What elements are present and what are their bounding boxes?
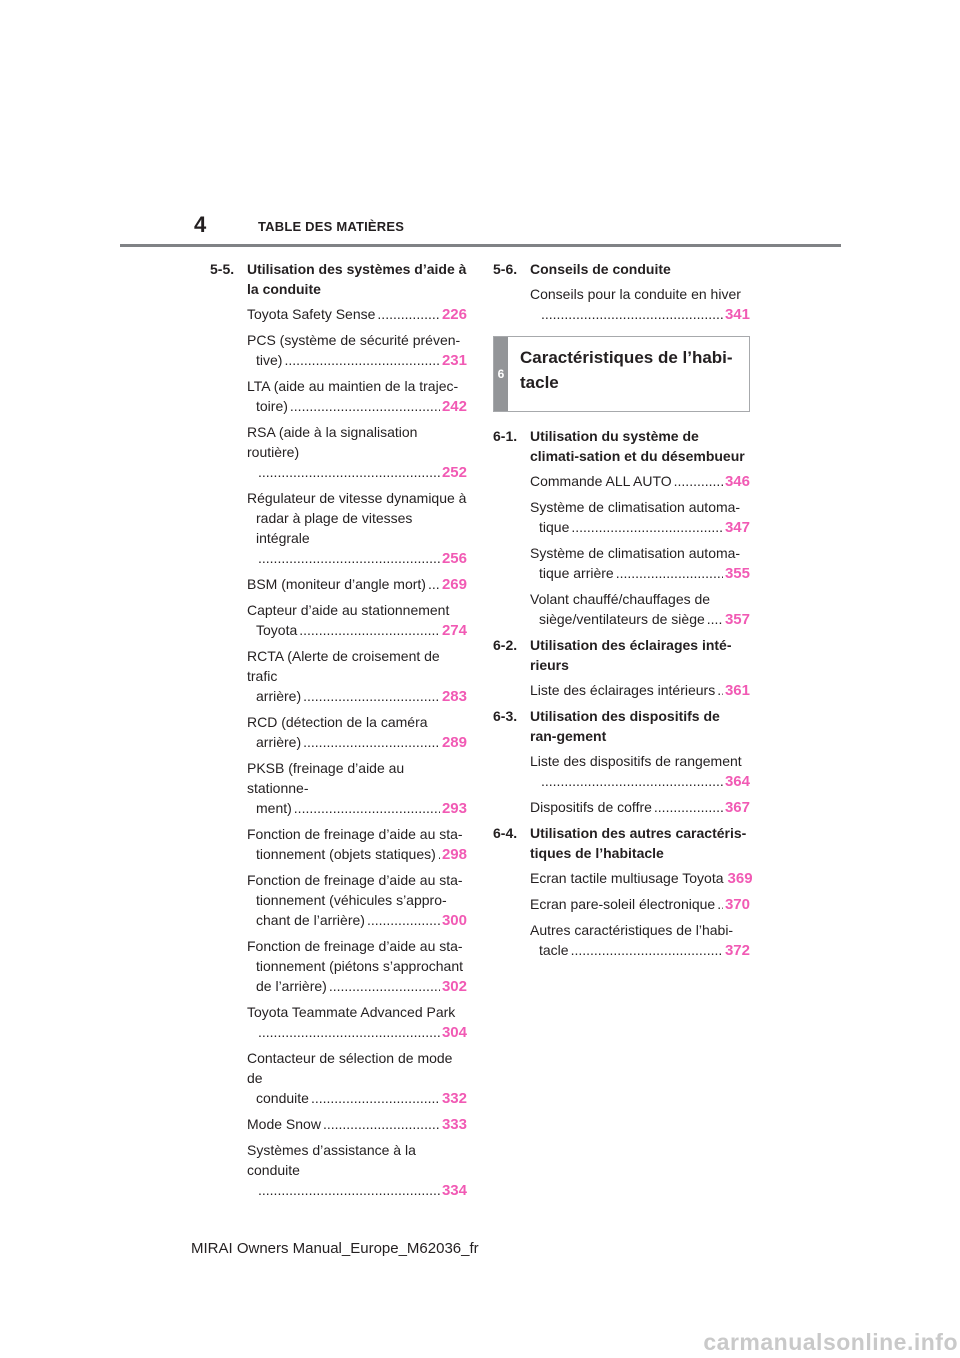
section-heading-6-4 [493, 823, 750, 863]
toc-entry-text: siège/ventilateurs de siège [539, 611, 705, 627]
toc-entry-text: Fonction de freinage d’aide au sta- [247, 938, 463, 954]
toc-entry[interactable] [530, 497, 750, 538]
section-title: Utilisation des éclairages inté-rieurs [530, 637, 732, 673]
chapter-header [493, 336, 750, 412]
page-link[interactable]: 274 [441, 622, 467, 639]
dot-leader [428, 574, 440, 594]
toc-entry[interactable] [247, 1048, 467, 1109]
dot-leader [258, 548, 440, 568]
toc-entry-text: Liste des éclairages intérieurs [530, 682, 716, 698]
toc-entry[interactable] [530, 894, 750, 915]
toc-entry-text: Commande ALL AUTO [530, 473, 672, 489]
dot-leader [367, 910, 440, 930]
toc-entry-text: RCD (détection de la caméra [247, 714, 428, 730]
toc-entry[interactable] [530, 471, 750, 492]
toc-entry-text: Toyota [256, 622, 298, 638]
toc-entry-text: Ecran pare-soleil électronique [530, 896, 716, 912]
section-title: Utilisation des autres caractéris-tiques de l’habitacle [530, 825, 747, 861]
page-link[interactable]: 347 [724, 519, 750, 536]
toc-entry-text: tionnement (véhicules s’appro- [256, 892, 447, 908]
dot-leader [258, 1180, 440, 1200]
footer-text: MIRAI Owners Manual_Europe_M62036_fr [191, 1240, 479, 1257]
toc-entry-text: Système de climatisation automa- [530, 499, 741, 515]
page-link[interactable]: 361 [724, 682, 750, 699]
toc-entry[interactable] [247, 330, 467, 371]
toc-entry[interactable] [530, 680, 750, 701]
toc-entry[interactable] [530, 543, 750, 584]
toc-entries-5-5 [210, 304, 467, 1201]
toc-entry[interactable] [247, 936, 467, 997]
section-title: Utilisation des systèmes d’aide à la conduite [247, 261, 467, 297]
page-link[interactable]: 256 [441, 550, 467, 567]
toc-entry-text: arrière) [256, 734, 302, 750]
toc-entry-text: tique arrière [539, 565, 614, 581]
section-heading-6-2 [493, 635, 750, 675]
toc-entries [493, 751, 750, 818]
toc-entry-text: ment) [256, 800, 292, 816]
section-number: 6-2. [493, 637, 518, 653]
toc-entry-text: conduite [256, 1090, 309, 1106]
dot-leader [303, 686, 440, 706]
chapter-6-sections [493, 426, 753, 961]
toc-entry-text: arrière) [256, 688, 302, 704]
dot-leader [717, 680, 723, 700]
page-link[interactable]: 298 [441, 846, 467, 863]
toc-entry-text: Dispositifs de coffre [530, 799, 652, 815]
page-link[interactable]: 252 [441, 464, 467, 481]
section-number: 5-5. [210, 261, 235, 277]
header-rule [120, 244, 841, 247]
page-link[interactable]: 341 [724, 306, 750, 323]
toc-entry[interactable] [247, 870, 467, 931]
toc-entry-text: Conseils pour la conduite en hiver [530, 286, 741, 302]
toc-entry-text: chant de l’arrière) [256, 912, 365, 928]
toc-entries-5-6 [493, 284, 750, 325]
page-link[interactable]: 369 [727, 870, 753, 887]
section-number: 6-4. [493, 825, 518, 841]
toc-entry-text: Contacteur de sélection de mode de [247, 1050, 453, 1086]
dot-leader [294, 798, 440, 818]
section-title: Conseils de conduite [530, 261, 671, 277]
toc-entries [493, 868, 753, 961]
toc-entry-text: RSA (aide à la signalisation routière) [247, 424, 418, 460]
page-link[interactable]: 242 [441, 398, 467, 415]
toc-entry[interactable] [530, 751, 750, 792]
dot-leader [571, 940, 723, 960]
toc-entry[interactable] [247, 422, 467, 483]
page-link[interactable]: 367 [724, 799, 750, 816]
dot-leader [674, 471, 723, 491]
section-heading-6-1 [493, 426, 750, 466]
toc-entry[interactable] [247, 376, 467, 417]
dot-leader [377, 304, 440, 324]
page-link[interactable]: 355 [724, 565, 750, 582]
toc-entry-text: Toyota Safety Sense [247, 306, 376, 322]
chapter-title: Caractéristiques de l’habi-tacle [520, 348, 733, 392]
dot-leader [654, 797, 723, 817]
toc-entry[interactable] [530, 920, 750, 961]
section-number: 6-1. [493, 428, 518, 444]
toc-entry-text: Liste des dispositifs de rangement [530, 753, 742, 769]
dot-leader [311, 1088, 440, 1108]
section-heading-5-5 [210, 259, 467, 299]
page-link[interactable]: 332 [441, 1090, 467, 1107]
toc-entry-text: toire) [256, 398, 288, 414]
section-number: 6-3. [493, 708, 518, 724]
dot-leader [258, 1022, 440, 1042]
page-link[interactable]: 226 [441, 306, 467, 323]
dot-leader [541, 304, 723, 324]
dot-leader [707, 609, 723, 629]
page-link[interactable]: 231 [441, 352, 467, 369]
section-title: Utilisation du système de climati-sation et du désembueur [530, 428, 745, 464]
section-title: Utilisation des dispositifs de ran-gement [530, 708, 720, 744]
page-link[interactable]: 372 [724, 942, 750, 959]
toc-entry-text: Systèmes d’assistance à la conduite [247, 1142, 416, 1178]
toc-entry-text: Ecran tactile multiusage Toyota [530, 870, 724, 886]
toc-left-column [210, 254, 467, 1206]
page-link[interactable]: 333 [441, 1116, 467, 1133]
toc-entry-text: Fonction de freinage d’aide au sta- [247, 872, 463, 888]
toc-entry-text: Régulateur de vitesse dynamique à [247, 490, 467, 506]
dot-leader [258, 462, 440, 482]
dot-leader [284, 350, 440, 370]
dot-leader [299, 620, 440, 640]
toc-entry-text: tive) [256, 352, 283, 368]
page-number: 4 [194, 212, 207, 237]
toc-entry[interactable] [247, 1140, 467, 1201]
dot-leader [438, 844, 440, 864]
toc-entry-text: de l’arrière) [256, 978, 327, 994]
watermark: carmanualsonline.info [703, 1329, 958, 1355]
toc-entry[interactable] [247, 712, 467, 753]
toc-entry[interactable] [247, 824, 467, 865]
page-link[interactable]: 293 [441, 800, 467, 817]
page-link[interactable]: 300 [441, 912, 467, 929]
page-link[interactable]: 334 [441, 1182, 467, 1199]
toc-entry[interactable] [247, 646, 467, 707]
dot-leader [616, 563, 723, 583]
toc-entry-text: LTA (aide au maintien de la trajec- [247, 378, 459, 394]
page-link[interactable]: 346 [724, 473, 750, 490]
dot-leader [323, 1114, 440, 1134]
toc-entry[interactable] [247, 1114, 467, 1135]
page-link[interactable]: 269 [441, 576, 467, 593]
toc-entry[interactable] [530, 868, 753, 889]
toc-right-column [493, 254, 753, 966]
toc-entry-text: radar à plage de vitesses intégrale [256, 510, 413, 546]
toc-entry-text: Capteur d’aide au stationnement [247, 602, 450, 618]
dot-leader [329, 976, 440, 996]
toc-entry-text: Volant chauffé/chauffages de [530, 591, 711, 607]
toc-entry[interactable] [247, 600, 467, 641]
dot-leader [571, 517, 723, 537]
toc-entry-text: RCTA (Alerte de croisement de trafic [247, 648, 440, 684]
toc-entry[interactable] [530, 284, 750, 325]
page-link[interactable]: 364 [724, 773, 750, 790]
dot-leader [541, 771, 723, 791]
toc-entries [493, 471, 750, 630]
toc-entry-text: PKSB (freinage d’aide au stationne- [247, 760, 405, 796]
toc-entry-text: tionnement (piétons s’approchant [256, 958, 464, 974]
toc-entry[interactable] [247, 304, 467, 325]
toc-entry-text: Toyota Teammate Advanced Park [247, 1004, 456, 1020]
header-title: TABLE DES MATIÈRES [258, 219, 405, 234]
page-link[interactable]: 357 [724, 611, 750, 628]
page-link[interactable]: 283 [441, 688, 467, 705]
toc-entry[interactable] [247, 758, 467, 819]
toc-entry-text: tacle [539, 942, 569, 958]
section-heading-5-6 [493, 259, 750, 279]
toc-entry-text: PCS (système de sécurité préven- [247, 332, 461, 348]
page-link[interactable]: 302 [441, 978, 467, 995]
page-link[interactable]: 370 [724, 896, 750, 913]
toc-entry-text: tique [539, 519, 570, 535]
toc-entry-text: Mode Snow [247, 1116, 321, 1132]
dot-leader [717, 894, 723, 914]
section-number: 5-6. [493, 261, 518, 277]
toc-entry-text: tionnement (objets statiques) [256, 846, 436, 862]
toc-entry[interactable] [530, 589, 750, 630]
toc-entry[interactable] [247, 1002, 467, 1043]
toc-entry-text: Fonction de freinage d’aide au sta- [247, 826, 463, 842]
chapter-tab: 6 [494, 337, 508, 411]
page-link[interactable]: 289 [441, 734, 467, 751]
toc-entry[interactable] [247, 574, 467, 595]
section-heading-6-3 [493, 706, 750, 746]
toc-entry[interactable] [530, 797, 750, 818]
toc-entry-text: Autres caractéristiques de l’habi- [530, 922, 734, 938]
dot-leader [290, 396, 440, 416]
page-link[interactable]: 304 [441, 1024, 467, 1041]
toc-entry-text: BSM (moniteur d’angle mort) [247, 576, 426, 592]
toc-entry[interactable] [247, 488, 467, 569]
toc-entry-text: Système de climatisation automa- [530, 545, 741, 561]
dot-leader [303, 732, 440, 752]
toc-entries [493, 680, 750, 701]
